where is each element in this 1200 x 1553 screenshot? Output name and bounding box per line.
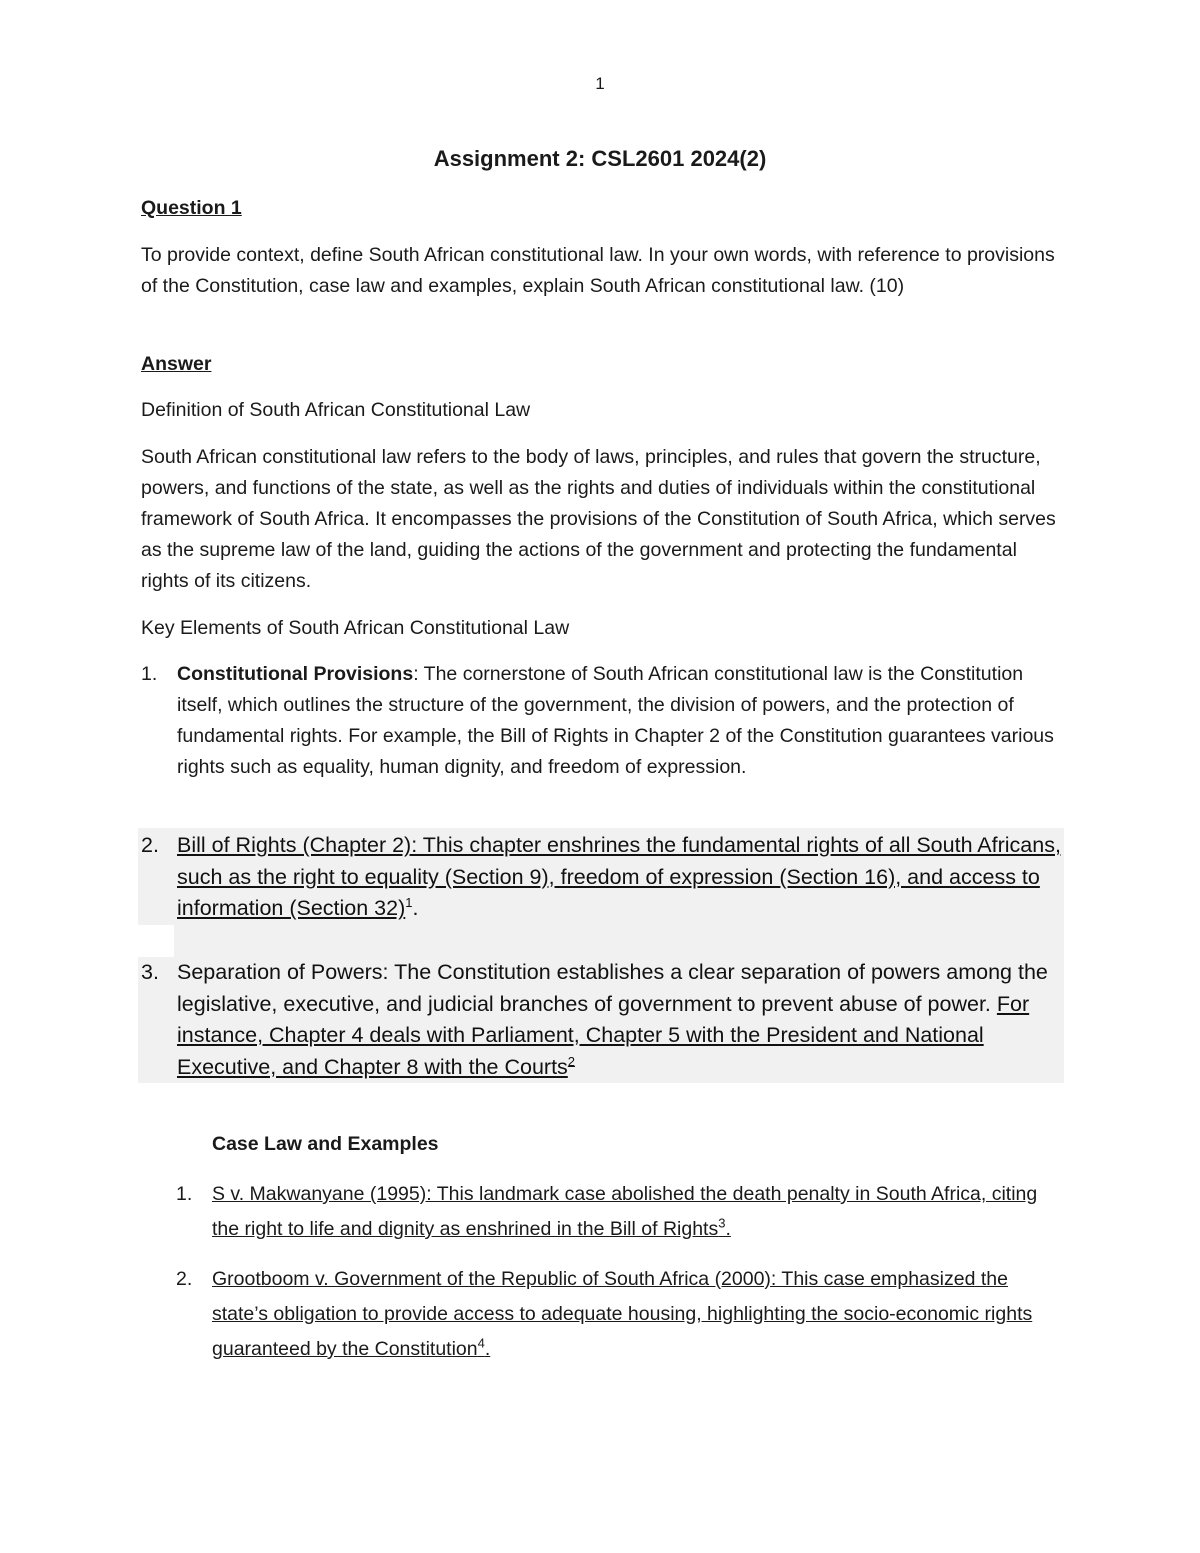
element-title: Constitutional Provisions [177,663,414,685]
case-tail: . [484,1338,491,1360]
element-tail: . [412,896,419,920]
footnote-ref[interactable]: 2 [567,1053,576,1069]
case-text: S v. Makwanyane (1995): This landmark case abolished the death penalty in South Africa, citing the right to life and dignity as enshrined in the Bill of Rights [212,1183,1038,1240]
case-number: 1. [176,1183,193,1205]
case-item-2 [176,1262,1056,1367]
definition-text: South African constitutional law refers to the body of laws, principles, and rules that govern the structure, powers, and functions of the state, as well as the rights and duties of individuals within the constitutional framework of South Africa. It encompasses the provisions of the Constitution of South Africa, which serves as the supreme law of the land, guiding the actions of the government and protecting the fundamental rights of its citizens. [141,446,1056,592]
highlight-block [174,925,1064,957]
element-number: 1. [141,663,158,685]
case-number: 2. [176,1268,193,1290]
element-text: : The cornerstone of South African constitutional law is the Constitution itself, which outlines the structure of the government, the division of powers, and the protection of fundamental rights. For example, the Bill of Rights in Chapter 2 of the Constitution guarantees various rights such as equality, human dignity, and freedom of expression. [177,663,1054,778]
element-item-3 [141,957,1066,1083]
footnote-ref[interactable]: 3 [718,1215,726,1231]
case-item-1 [176,1177,1056,1247]
definition-heading: Definition of South African Constitutional Law [141,399,531,421]
element-item-1 [141,659,1066,783]
case-text: Grootboom v. Government of the Republic of South Africa (2000): This case emphasized the state’s obligation to provide access to adequate housing, highlighting the socio-economic rights guaranteed by the Constitution [212,1268,1033,1360]
footnote-ref[interactable]: 4 [477,1335,485,1351]
element-item-2 [141,830,1066,925]
page-number: 1 [595,74,605,93]
element-underlined-text: For instance, Chapter 4 deals with Parliament, Chapter 5 with the President and National Executive, and Chapter 8 with the Courts [177,991,1030,1079]
document-title: Assignment 2: CSL2601 2024(2) [433,146,767,171]
footnote-ref[interactable]: 1 [405,894,413,910]
element-text: Separation of Powers: The Constitution establishes a clear separation of powers among the legislative, executive, and judicial branches of government to prevent abuse of power. [177,960,1048,1016]
element-number: 3. [141,960,159,984]
answer-heading: Answer [141,353,212,375]
case-law-heading: Case Law and Examples [212,1133,439,1155]
question-heading: Question 1 [141,197,242,219]
question-text: To provide context, define South African constitutional law. In your own words, with reference to provisions of the Constitution, case law and examples, explain South African constitutional law. (10) [141,244,1055,297]
case-tail: . [725,1218,731,1240]
element-text: Bill of Rights (Chapter 2): This chapter enshrines the fundamental rights of all South Africans, such as the right to equality (Section 9), freedom of expression (Section 16), and access to information (Section 32) [177,833,1061,920]
element-number: 2. [141,833,159,857]
key-elements-heading: Key Elements of South African Constitutional Law [141,617,570,639]
